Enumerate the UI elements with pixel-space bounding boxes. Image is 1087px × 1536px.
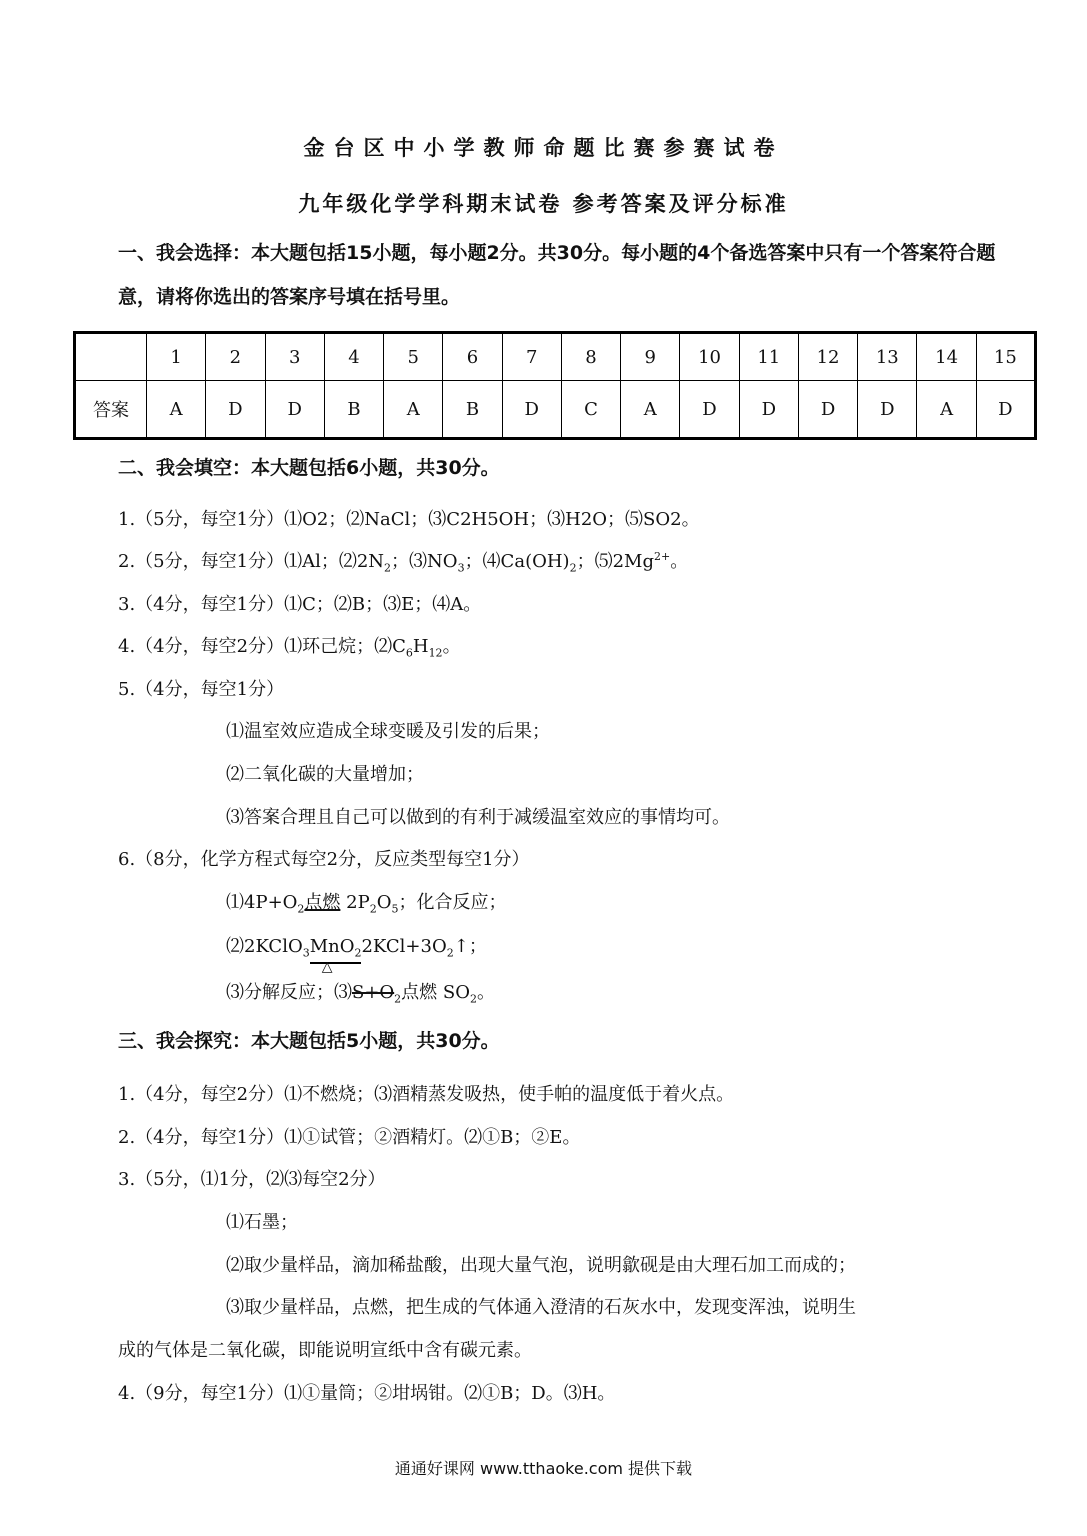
fill-answer-3: 3.（4分，每空1分）⑴C；⑵B；⑶E；⑷A。 <box>118 594 482 615</box>
question-number-cell: 15 <box>976 333 1035 381</box>
question-number-cell: 4 <box>324 333 383 381</box>
answer-cell: D <box>206 381 265 439</box>
answer-cell: D <box>976 381 1035 439</box>
question-number-cell: 9 <box>621 333 680 381</box>
explore-answer-3-3-cont: 成的气体是二氧化碳，即能说明宣纸中含有碳元素。 <box>118 1340 532 1361</box>
equation-2: ⑵2KClO$_3$MnO$_2$ △ $2KCl+3O_2↑$； <box>226 936 487 975</box>
question-number-cell: 5 <box>384 333 443 381</box>
fill-answer-1: 1.（5分，每空1分）⑴O2；⑵NaCl；⑶C2H5OH；⑶H2O；⑸SO2。 <box>118 509 700 530</box>
fill-answer-5: 5.（4分，每空1分） <box>118 679 285 700</box>
explore-answer-3: 3.（5分，⑴1分，⑵⑶每空2分） <box>118 1169 386 1190</box>
question-number-cell: 3 <box>265 333 324 381</box>
answer-cell: D <box>502 381 561 439</box>
question-number-cell: 11 <box>739 333 798 381</box>
answer-cell: D <box>265 381 324 439</box>
heat-symbol: △ <box>321 959 333 975</box>
equation-3: ⑶分解反应；$⑶S+O_2$点燃 $SO_2$。 <box>226 982 495 1006</box>
fill-answer-2: 2.（5分，每空1分）⑴Al；$⑵2N_2$；$⑶NO_3$；$⑷Ca(OH)_2$；$⑸2Mg^{2+}$。 <box>118 550 689 575</box>
answer-cell: C <box>561 381 620 439</box>
answer-cell: B <box>443 381 502 439</box>
question-number-cell: 13 <box>858 333 917 381</box>
answer-cell: A <box>621 381 680 439</box>
answer-cell: D <box>858 381 917 439</box>
fill-answer-5-2: ⑵二氧化碳的大量增加； <box>226 764 424 785</box>
condition-catalyst: MnO$_2$ △ <box>309 936 362 975</box>
fill-answer-6: 6.（8分，化学方程式每空2分，反应类型每空1分） <box>118 849 530 870</box>
table-corner-cell <box>75 333 147 381</box>
question-number-cell: 10 <box>680 333 739 381</box>
question-number-cell: 2 <box>206 333 265 381</box>
question-number-cell: 1 <box>147 333 206 381</box>
question-number-cell: 8 <box>561 333 620 381</box>
fill-answer-4: 4.（4分，每空2分）⑴环己烷；$⑵C_6H_{12}$。 <box>118 636 461 660</box>
section-3-heading: 三、我会探究：本大题包括5小题，共30分。 <box>118 1030 500 1052</box>
table-row-answers <box>75 381 1036 439</box>
condition-ignite: 点燃 <box>304 892 341 913</box>
answer-cell: A <box>147 381 206 439</box>
fill-answer-5-1: ⑴温室效应造成全球变暖及引发的后果； <box>226 721 550 742</box>
question-number-cell: 12 <box>798 333 857 381</box>
answer-cell: D <box>739 381 798 439</box>
explore-answer-4: 4.（9分，每空1分）⑴①量筒；②坩埚钳。⑵①B；D。⑶H。 <box>118 1383 616 1404</box>
explore-answer-3-2: ⑵取少量样品，滴加稀盐酸，出现大量气泡，说明歙砚是由大理石加工而成的； <box>226 1255 856 1276</box>
answer-cell: A <box>384 381 443 439</box>
equation-1: $⑴4P+O_2$点燃 $2P_2O_5$；化合反应； <box>226 892 507 916</box>
answer-cell: D <box>680 381 739 439</box>
question-number-cell: 6 <box>443 333 502 381</box>
explore-answer-3-1: ⑴石墨； <box>226 1212 298 1233</box>
answer-cell: B <box>324 381 383 439</box>
section-2-heading: 二、我会填空：本大题包括6小题，共30分。 <box>118 457 500 479</box>
answer-cell: D <box>798 381 857 439</box>
fill-answer-5-3: ⑶答案合理且自己可以做到的有利于减缓温室效应的事情均可。 <box>226 807 730 828</box>
explore-answer-2: 2.（4分，每空1分）⑴①试管；②酒精灯。⑵①B；②E。 <box>118 1127 581 1148</box>
explore-answer-1: 1.（4分，每空2分）⑴不燃烧；⑶酒精蒸发吸热，使手帕的温度低于着火点。 <box>118 1084 735 1105</box>
answer-table <box>73 331 1037 440</box>
struck-text: S+O <box>352 982 395 1003</box>
answer-cell: A <box>917 381 976 439</box>
table-row-numbers <box>75 333 1036 381</box>
footer-source: 通通好课网 www.tthaoke.com 提供下载 <box>394 1459 693 1478</box>
question-number-cell: 7 <box>502 333 561 381</box>
question-number-cell: 14 <box>917 333 976 381</box>
section-1-heading: 一、我会选择：本大题包括15小题，每小题2分。共30分。每小题的4个备选答案中只有一个答案符合题意，请将你选出的答案序号填在括号里。 <box>118 242 996 308</box>
answer-key-title: 九年级化学学科期末试卷 参考答案及评分标准 <box>298 192 789 216</box>
explore-answer-3-3: ⑶取少量样品，点燃，把生成的气体通入澄清的石灰水中，发现变浑浊，说明生 <box>226 1297 856 1318</box>
answer-row-label: 答案 <box>75 381 147 439</box>
contest-title: 金台区中小学教师命题比赛参赛试卷 <box>303 136 784 160</box>
